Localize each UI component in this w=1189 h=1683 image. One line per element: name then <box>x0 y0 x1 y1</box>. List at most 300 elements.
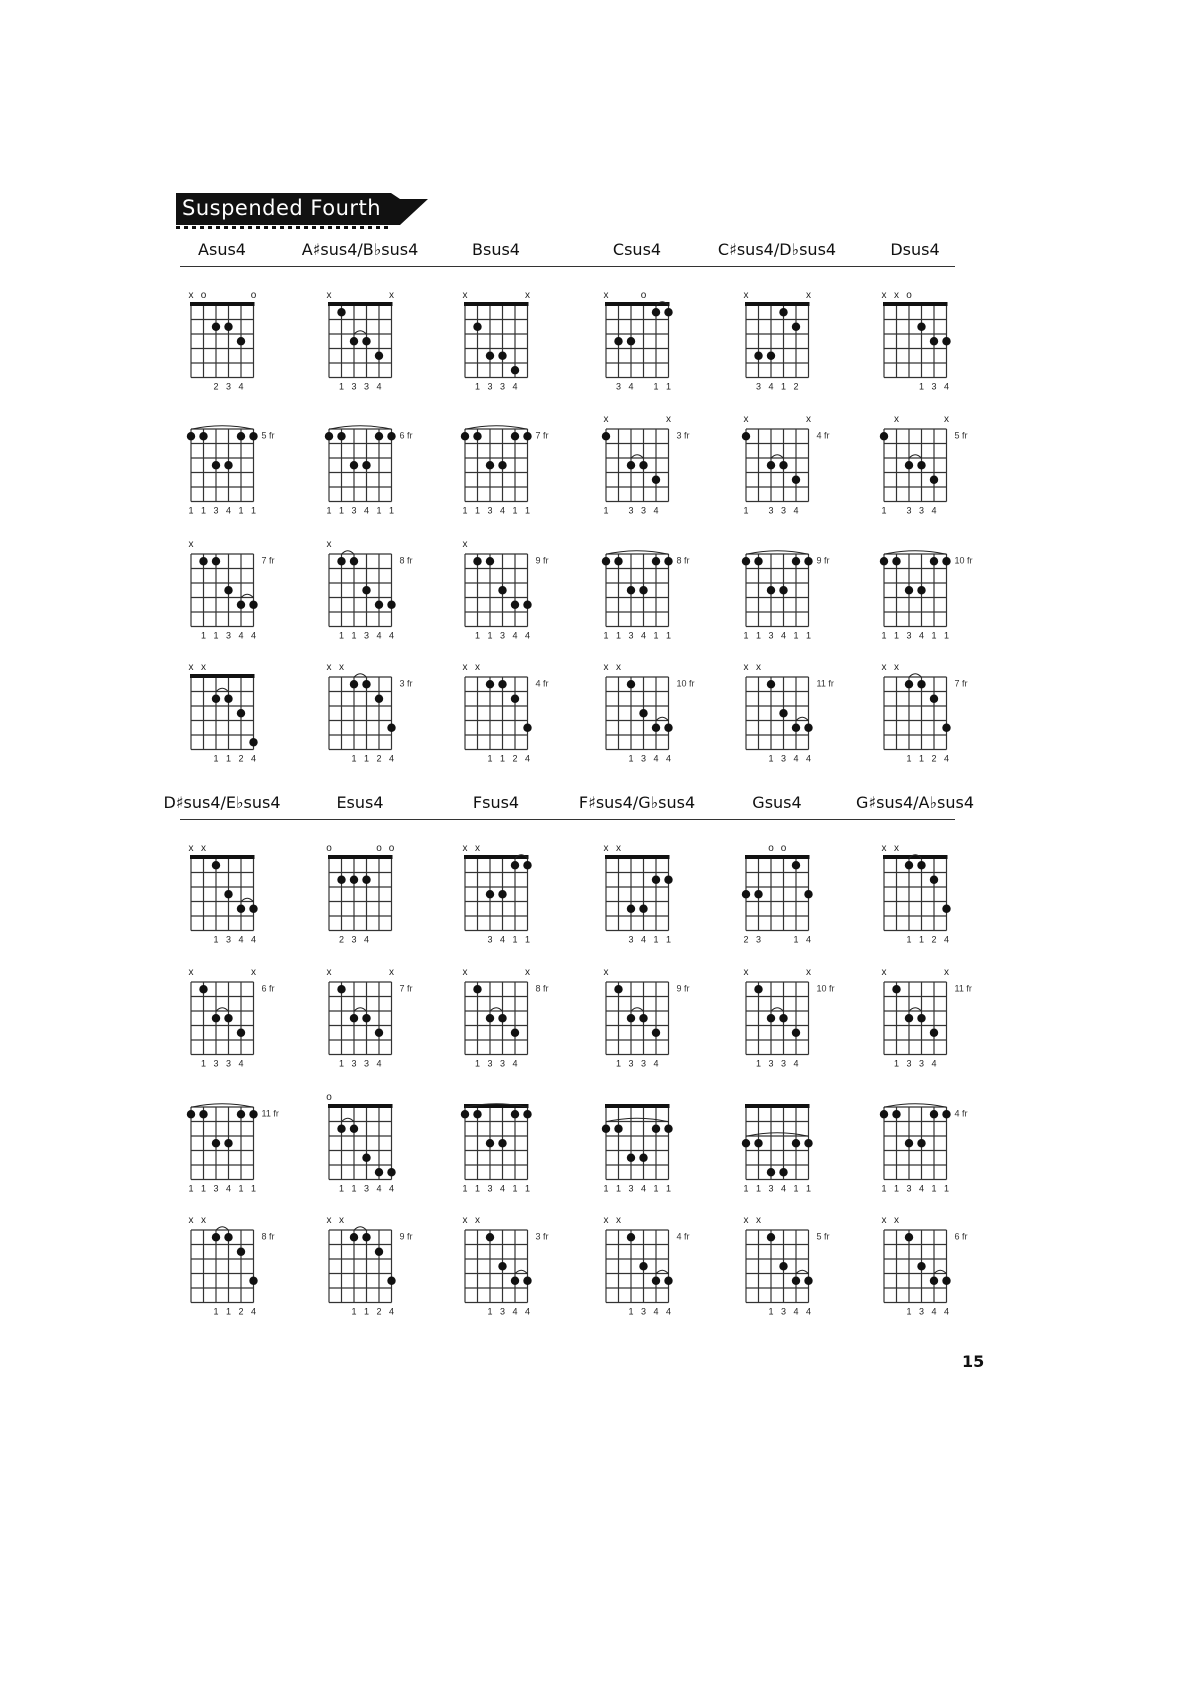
finger-dot <box>473 323 481 331</box>
finger-dot <box>224 695 232 703</box>
nut <box>190 302 255 306</box>
finger-number: 4 <box>805 753 811 764</box>
finger-dot <box>905 1139 913 1147</box>
finger-dot <box>224 586 232 594</box>
finger-dot <box>602 557 610 565</box>
finger-number: 1 <box>931 630 937 641</box>
finger-dot <box>337 432 345 440</box>
finger-number: 3 <box>487 1183 493 1194</box>
finger-number: 4 <box>250 1306 256 1317</box>
finger-dot <box>767 680 775 688</box>
finger-number: 1 <box>665 381 671 392</box>
finger-dot <box>942 1277 950 1285</box>
nut <box>605 1104 670 1108</box>
finger-number: 3 <box>499 630 505 641</box>
muted-string-marker: x <box>893 290 899 301</box>
finger-dot <box>387 1277 395 1285</box>
finger-dot <box>930 1277 938 1285</box>
finger-dot <box>375 352 383 360</box>
finger-number: 1 <box>474 630 480 641</box>
finger-dot <box>792 323 800 331</box>
finger-dot <box>199 985 207 993</box>
finger-number: 1 <box>943 1183 949 1194</box>
muted-string-marker: x <box>200 662 206 673</box>
chord-diagram <box>176 838 299 951</box>
finger-numbers <box>743 506 798 516</box>
finger-dot <box>917 1014 925 1022</box>
finger-dot <box>930 1110 938 1118</box>
finger-dot <box>350 1233 358 1241</box>
chord-name: Fsus4 <box>472 793 520 812</box>
finger-dot <box>523 1277 531 1285</box>
finger-dot <box>804 724 812 732</box>
finger-number: 4 <box>388 630 394 641</box>
finger-dot <box>664 308 672 316</box>
finger-number: 4 <box>388 753 394 764</box>
finger-number: 2 <box>931 753 937 764</box>
fret-label: 11 fr <box>954 983 972 994</box>
finger-number: 3 <box>487 1058 493 1069</box>
finger-number: 3 <box>628 1183 634 1194</box>
finger-number: 1 <box>250 505 256 516</box>
fret-label: 3 fr <box>399 678 413 689</box>
finger-dot <box>614 557 622 565</box>
finger-dot <box>627 905 635 913</box>
finger-dot <box>942 337 950 345</box>
finger-numbers <box>213 935 256 945</box>
finger-number: 3 <box>768 1183 774 1194</box>
finger-number: 1 <box>768 1306 774 1317</box>
finger-number: 4 <box>793 505 799 516</box>
finger-numbers <box>351 754 394 764</box>
finger-dot <box>792 476 800 484</box>
finger-dot <box>880 432 888 440</box>
muted-string-marker: x <box>881 290 887 301</box>
finger-dot <box>892 1110 900 1118</box>
finger-dot <box>742 557 750 565</box>
chord-diagram <box>591 534 714 647</box>
finger-number: 1 <box>524 1183 530 1194</box>
finger-dot <box>224 1139 232 1147</box>
finger-dot <box>350 461 358 469</box>
finger-dot <box>917 861 925 869</box>
finger-number: 3 <box>628 934 634 945</box>
finger-number: 4 <box>512 381 518 392</box>
finger-dot <box>792 557 800 565</box>
finger-numbers <box>326 506 394 516</box>
chord-name: Gsus4 <box>752 793 802 812</box>
finger-number: 4 <box>238 934 244 945</box>
fret-label: 7 fr <box>399 983 413 994</box>
finger-number: 1 <box>793 630 799 641</box>
chord-diagram <box>450 1087 573 1200</box>
finger-number: 2 <box>931 934 937 945</box>
finger-dot <box>498 1262 506 1270</box>
finger-number: 4 <box>793 1306 799 1317</box>
finger-dot <box>486 352 494 360</box>
chord-name: Esus4 <box>336 793 384 812</box>
finger-number: 4 <box>665 1306 671 1317</box>
finger-number: 2 <box>238 753 244 764</box>
chord-diagram <box>869 285 992 398</box>
finger-number: 1 <box>906 1306 912 1317</box>
finger-number: 1 <box>805 1183 811 1194</box>
finger-number: 1 <box>768 753 774 764</box>
open-string-marker: o <box>375 843 382 854</box>
finger-dot <box>375 601 383 609</box>
muted-string-marker: x <box>893 843 899 854</box>
finger-number: 1 <box>512 505 518 516</box>
finger-numbers <box>339 1059 382 1069</box>
open-string-marker: o <box>325 843 332 854</box>
fret-label: 11 fr <box>816 678 834 689</box>
finger-numbers <box>213 382 243 392</box>
finger-number: 4 <box>250 934 256 945</box>
finger-numbers <box>743 1184 811 1194</box>
chord-diagram <box>314 285 437 398</box>
finger-number: 1 <box>487 753 493 764</box>
finger-dot <box>627 1154 635 1162</box>
fret-label: 9 fr <box>399 1231 413 1242</box>
finger-dot <box>337 985 345 993</box>
muted-string-marker: x <box>805 967 811 978</box>
finger-number: 4 <box>512 1058 518 1069</box>
finger-dot <box>486 1233 494 1241</box>
finger-number: 1 <box>906 753 912 764</box>
chord-diagram <box>591 409 714 522</box>
chord-diagram <box>176 1210 299 1323</box>
finger-number: 3 <box>640 1306 646 1317</box>
finger-number: 3 <box>780 1306 786 1317</box>
finger-number: 1 <box>743 505 749 516</box>
finger-number: 3 <box>906 630 912 641</box>
finger-numbers <box>213 1307 256 1317</box>
finger-number: 3 <box>780 753 786 764</box>
finger-number: 1 <box>462 1183 468 1194</box>
finger-dot <box>325 432 333 440</box>
finger-dot <box>249 432 257 440</box>
fret-label: 4 fr <box>676 1231 690 1242</box>
finger-dot <box>511 861 519 869</box>
finger-dot <box>523 861 531 869</box>
fret-label: 9 fr <box>535 555 549 566</box>
finger-dot <box>387 1168 395 1176</box>
finger-number: 4 <box>512 630 518 641</box>
finger-number: 4 <box>499 934 505 945</box>
finger-dot <box>362 1154 370 1162</box>
nut <box>745 1104 810 1108</box>
finger-dot <box>362 586 370 594</box>
nut <box>745 302 810 306</box>
finger-numbers <box>616 1059 659 1069</box>
finger-number: 3 <box>755 381 761 392</box>
finger-number: 1 <box>615 630 621 641</box>
finger-dot <box>486 461 494 469</box>
finger-number: 3 <box>768 1058 774 1069</box>
finger-number: 1 <box>351 630 357 641</box>
finger-numbers <box>894 1059 937 1069</box>
chord-diagram <box>591 1087 714 1200</box>
finger-number: 1 <box>918 381 924 392</box>
muted-string-marker: x <box>188 290 194 301</box>
finger-number: 3 <box>351 505 357 516</box>
finger-number: 3 <box>487 934 493 945</box>
finger-number: 4 <box>943 1306 949 1317</box>
chord-diagram <box>176 409 299 522</box>
finger-number: 3 <box>213 505 219 516</box>
finger-dot <box>652 724 660 732</box>
finger-number: 3 <box>918 505 924 516</box>
finger-numbers <box>603 506 658 516</box>
chord-diagram <box>869 1087 992 1200</box>
finger-number: 3 <box>906 1058 912 1069</box>
chord-diagram <box>869 657 992 770</box>
finger-dot <box>375 695 383 703</box>
chord-diagram <box>176 1087 299 1200</box>
chord-diagram <box>450 285 573 398</box>
finger-dot <box>917 586 925 594</box>
finger-dot <box>627 1233 635 1241</box>
finger-dot <box>602 1125 610 1133</box>
finger-numbers <box>188 506 256 516</box>
finger-numbers <box>487 935 530 945</box>
finger-dot <box>779 461 787 469</box>
finger-dot <box>917 323 925 331</box>
finger-number: 1 <box>665 934 671 945</box>
finger-number: 3 <box>780 505 786 516</box>
chord-diagram <box>176 534 299 647</box>
finger-number: 1 <box>931 1183 937 1194</box>
finger-dot <box>350 680 358 688</box>
finger-number: 1 <box>200 505 206 516</box>
muted-string-marker: x <box>200 1215 206 1226</box>
finger-dot <box>375 1029 383 1037</box>
finger-dot <box>792 1139 800 1147</box>
finger-dot <box>664 876 672 884</box>
finger-number: 1 <box>250 1183 256 1194</box>
finger-numbers <box>616 382 671 392</box>
finger-dot <box>767 1233 775 1241</box>
muted-string-marker: x <box>881 1215 887 1226</box>
finger-dot <box>639 1154 647 1162</box>
finger-number: 3 <box>768 505 774 516</box>
finger-dot <box>249 601 257 609</box>
finger-number: 3 <box>351 381 357 392</box>
finger-dot <box>212 695 220 703</box>
finger-number: 1 <box>213 753 219 764</box>
chord-diagram <box>314 962 437 1075</box>
finger-number: 3 <box>628 505 634 516</box>
muted-string-marker: x <box>250 967 256 978</box>
muted-string-marker: x <box>893 414 899 425</box>
nut <box>464 302 529 306</box>
finger-numbers <box>475 382 518 392</box>
finger-number: 1 <box>512 934 518 945</box>
finger-number: 1 <box>225 1306 231 1317</box>
finger-dot <box>627 680 635 688</box>
finger-dot <box>362 1233 370 1241</box>
finger-number: 4 <box>363 505 369 516</box>
finger-dot <box>602 432 610 440</box>
finger-number: 2 <box>793 381 799 392</box>
chord-name: Bsus4 <box>472 240 520 259</box>
finger-number: 3 <box>351 1058 357 1069</box>
finger-dot <box>652 308 660 316</box>
finger-numbers <box>881 1184 949 1194</box>
chord-diagram <box>450 409 573 522</box>
finger-dot <box>350 557 358 565</box>
muted-string-marker: x <box>462 967 468 978</box>
muted-string-marker: x <box>338 1215 344 1226</box>
finger-dot <box>614 1125 622 1133</box>
fret-label: 7 fr <box>261 555 275 566</box>
finger-number: 3 <box>918 1058 924 1069</box>
finger-number: 3 <box>225 934 231 945</box>
finger-number: 4 <box>793 1058 799 1069</box>
finger-number: 1 <box>326 505 332 516</box>
finger-number: 4 <box>780 1183 786 1194</box>
finger-number: 3 <box>628 1058 634 1069</box>
finger-dot <box>652 557 660 565</box>
finger-dot <box>917 1262 925 1270</box>
finger-dot <box>742 1139 750 1147</box>
finger-number: 4 <box>793 753 799 764</box>
fret-label: 8 fr <box>399 555 413 566</box>
finger-number: 3 <box>615 381 621 392</box>
finger-number: 1 <box>474 505 480 516</box>
finger-numbers <box>201 1059 244 1069</box>
open-string-marker: o <box>388 843 395 854</box>
finger-dot <box>905 861 913 869</box>
finger-number: 1 <box>338 1058 344 1069</box>
finger-number: 4 <box>653 1306 659 1317</box>
finger-dot <box>614 985 622 993</box>
chord-diagram <box>314 657 437 770</box>
chord-diagram <box>591 1210 714 1323</box>
finger-dot <box>767 1014 775 1022</box>
finger-dot <box>917 461 925 469</box>
finger-dot <box>237 1110 245 1118</box>
finger-dot <box>942 1110 950 1118</box>
nut <box>328 1104 393 1108</box>
finger-number: 4 <box>918 1183 924 1194</box>
finger-number: 1 <box>893 1058 899 1069</box>
finger-number: 1 <box>225 753 231 764</box>
finger-number: 2 <box>512 753 518 764</box>
muted-string-marker: x <box>615 1215 621 1226</box>
finger-number: 1 <box>653 630 659 641</box>
finger-number: 4 <box>376 1183 382 1194</box>
muted-string-marker: x <box>665 414 671 425</box>
finger-number: 1 <box>628 1306 634 1317</box>
muted-string-marker: x <box>474 662 480 673</box>
finger-dot <box>212 1139 220 1147</box>
finger-dot <box>486 680 494 688</box>
finger-number: 1 <box>512 1183 518 1194</box>
finger-dot <box>627 461 635 469</box>
finger-number: 1 <box>755 630 761 641</box>
fret-label: 9 fr <box>816 555 830 566</box>
finger-number: 4 <box>640 630 646 641</box>
finger-number: 1 <box>376 505 382 516</box>
finger-dot <box>639 709 647 717</box>
finger-number: 1 <box>628 753 634 764</box>
finger-dot <box>249 905 257 913</box>
muted-string-marker: x <box>462 843 468 854</box>
finger-numbers <box>743 935 811 945</box>
finger-numbers <box>756 382 799 392</box>
fret-label: 4 fr <box>954 1108 968 1119</box>
chord-diagram <box>314 534 437 647</box>
finger-dot <box>942 905 950 913</box>
finger-number: 4 <box>499 505 505 516</box>
finger-dot <box>664 724 672 732</box>
finger-dot <box>511 1029 519 1037</box>
fret-label: 4 fr <box>816 430 830 441</box>
finger-dot <box>237 905 245 913</box>
chord-name: D♯sus4/E♭sus4 <box>163 793 281 812</box>
finger-number: 4 <box>931 1306 937 1317</box>
finger-number: 1 <box>213 630 219 641</box>
muted-string-marker: x <box>943 967 949 978</box>
finger-dot <box>387 724 395 732</box>
fret-label: 10 fr <box>954 555 973 566</box>
open-string-marker: o <box>200 290 207 301</box>
open-string-marker: o <box>780 843 787 854</box>
muted-string-marker: x <box>326 967 332 978</box>
finger-dot <box>511 432 519 440</box>
finger-number: 1 <box>351 1306 357 1317</box>
finger-dot <box>942 724 950 732</box>
finger-number: 4 <box>250 753 256 764</box>
finger-dot <box>249 738 257 746</box>
finger-dot <box>930 695 938 703</box>
finger-dot <box>664 1125 672 1133</box>
open-string-marker: o <box>767 843 774 854</box>
muted-string-marker: x <box>388 290 394 301</box>
finger-dot <box>387 432 395 440</box>
finger-numbers <box>603 1184 671 1194</box>
muted-string-marker: x <box>188 1215 194 1226</box>
finger-dot <box>942 557 950 565</box>
finger-number: 3 <box>225 630 231 641</box>
finger-number: 3 <box>363 630 369 641</box>
chord-diagram <box>731 962 854 1075</box>
finger-number: 4 <box>665 753 671 764</box>
finger-number: 1 <box>755 1183 761 1194</box>
finger-dot <box>779 308 787 316</box>
finger-dot <box>792 861 800 869</box>
finger-dot <box>224 323 232 331</box>
finger-dot <box>639 1014 647 1022</box>
finger-dot <box>779 586 787 594</box>
finger-dot <box>473 557 481 565</box>
finger-number: 3 <box>906 505 912 516</box>
finger-dot <box>199 557 207 565</box>
finger-dot <box>224 461 232 469</box>
chord-name: C♯sus4/D♭sus4 <box>717 240 837 259</box>
muted-string-marker: x <box>943 414 949 425</box>
muted-string-marker: x <box>200 843 206 854</box>
finger-numbers <box>188 1184 256 1194</box>
finger-dot <box>905 586 913 594</box>
finger-dot <box>212 1014 220 1022</box>
finger-dot <box>614 337 622 345</box>
finger-number: 4 <box>768 381 774 392</box>
finger-numbers <box>603 631 671 641</box>
finger-number: 4 <box>499 1183 505 1194</box>
finger-numbers <box>768 1307 811 1317</box>
